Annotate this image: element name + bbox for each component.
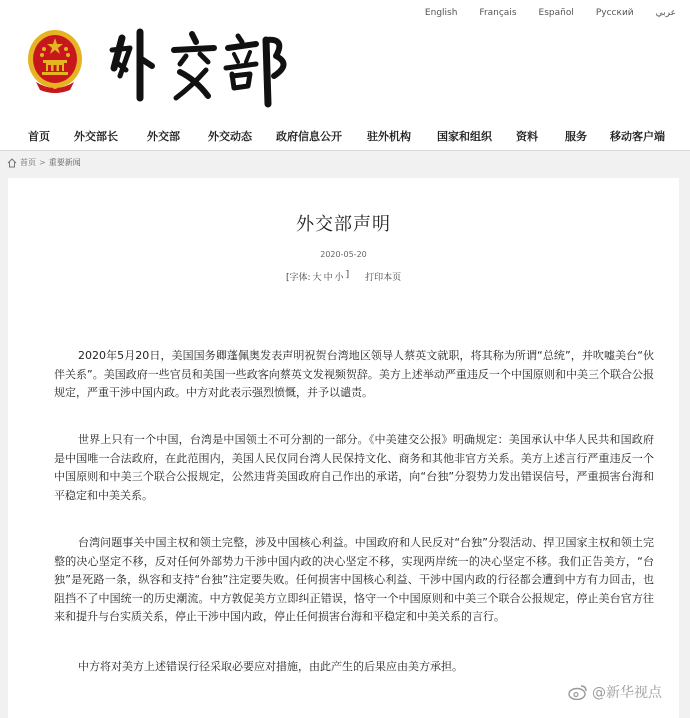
article-card xyxy=(8,178,679,718)
nav-missions-abroad[interactable]: 驻外机构 xyxy=(367,130,411,143)
main-nav xyxy=(0,120,690,151)
nav-mobile-client[interactable]: 移动客户端 xyxy=(610,130,665,143)
weibo-icon xyxy=(568,684,588,700)
print-page-button[interactable]: 打印本页 xyxy=(365,273,402,283)
font-medium-button[interactable]: 中 xyxy=(323,273,333,283)
breadcrumb xyxy=(7,157,81,168)
nav-ministry[interactable]: 外交部 xyxy=(147,130,180,143)
breadcrumb-home[interactable]: 首页 xyxy=(20,158,36,167)
article-paragraph-2: 世界上只有一个中国，台湾是中国领土不可分割的一部分。《中美建交公报》明确规定：美国承认中华人民共和国政府是中国唯一合法政府，在此范围内，美国人民仅同台湾人民保持文化、商务和其他非官方关系。美方上述言行严重违反一个中国原则和中美三个联合公报规定，公然违背美国政府自己作出的承诺，向“台独”分裂势力发出错误信号，严重损害台海和平稳定和中美关系。 xyxy=(54,433,654,502)
national-emblem-icon[interactable] xyxy=(26,28,84,94)
lang-french[interactable]: Français xyxy=(479,8,517,18)
nav-diplomatic-news[interactable]: 外交动态 xyxy=(208,130,252,143)
article-tools xyxy=(286,270,401,283)
article-paragraph-1: 2020年5月20日，美国国务卿蓬佩奥发表声明祝贺台湾地区领导人蔡英文就职，将其称为所谓“总统”，并吹嘘美台“伙伴关系”。美国政府一些官员和美国一些政客向蔡英文发视频贺辞。美方上述举动严重违反一个中国原则和中美三个联合公报规定，严重干涉中国内政。中方对此表示强烈愤慨，并予以谴责。 xyxy=(54,349,654,399)
watermark-text: @新华视点 xyxy=(592,685,662,701)
ministry-calligraphy-logo[interactable] xyxy=(100,20,300,108)
lang-russian[interactable]: Русский xyxy=(595,8,634,18)
lang-english[interactable]: English xyxy=(424,8,458,18)
home-icon xyxy=(7,158,17,168)
article-paragraph-4: 中方将对美方上述错误行径采取必要应对措施，由此产生的后果应由美方承担。 xyxy=(78,660,463,673)
language-switcher xyxy=(403,8,676,18)
nav-home[interactable]: 首页 xyxy=(28,130,50,143)
breadcrumb-separator: > xyxy=(39,158,46,167)
lang-arabic[interactable]: عربي xyxy=(655,8,676,18)
font-small-button[interactable]: 小 xyxy=(334,273,344,283)
nav-gov-info[interactable]: 政府信息公开 xyxy=(276,130,342,143)
article-paragraph-3: 台湾问题事关中国主权和领土完整，涉及中国核心利益。中国政府和人民反对“台独”分裂活动、捍卫国家主权和领土完整的决心坚定不移，反对任何外部势力干涉中国内政的决心坚定不移，实现两岸统一的决心坚定不移。我们正告美方，“台独”是死路一条，纵容和支持“台独”注定要失败。任何损害中国核心利益、干涉中国内政的行径都会遭到中方有力回击，也阻挡不了中国统一的历史潮流。中方敦促美方立即纠正错误，恪守一个中国原则和中美三个联合公报规定，停止美台官方往来和提升与台实质关系，停止干涉中国内政，停止任何损害台海和平稳定和中美关系的言行。 xyxy=(54,536,654,623)
article-date: 2020-05-20 xyxy=(320,250,367,259)
breadcrumb-section[interactable]: 重要新闻 xyxy=(48,158,81,167)
article-title: 外交部声明 xyxy=(296,214,391,235)
site-header xyxy=(0,0,690,120)
nav-countries-orgs[interactable]: 国家和组织 xyxy=(437,130,492,143)
nav-resources[interactable]: 资料 xyxy=(516,130,538,143)
font-size-close: ] xyxy=(345,270,350,280)
lang-spanish[interactable]: Español xyxy=(538,8,574,18)
weibo-watermark xyxy=(568,682,662,702)
nav-services[interactable]: 服务 xyxy=(565,130,587,143)
font-large-button[interactable]: 大 xyxy=(312,273,322,283)
font-size-label: [字体: xyxy=(286,273,311,283)
nav-foreign-minister[interactable]: 外交部长 xyxy=(74,130,118,143)
